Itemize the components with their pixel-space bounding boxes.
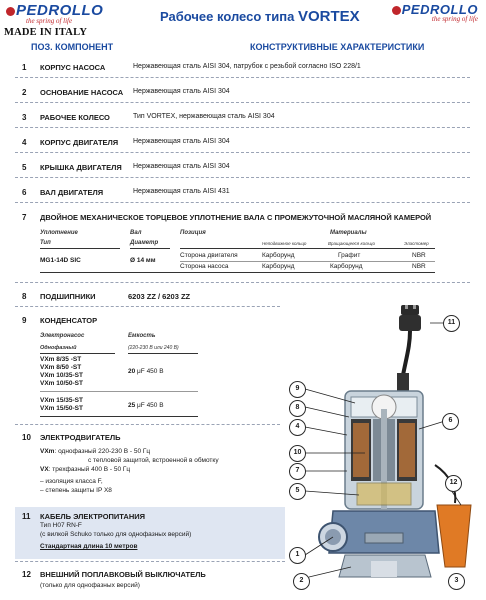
column-headings <box>0 42 486 56</box>
logo-ball-icon <box>392 6 401 15</box>
component-name: ЭЛЕКТРОДВИГАТЕЛЬ <box>40 433 121 442</box>
component-name: ВАЛ ДВИГАТЕЛЯ <box>40 188 104 197</box>
cap-value: 20 μF 450 В <box>128 368 164 375</box>
table-rule <box>40 272 435 273</box>
item-number: 9 <box>22 316 27 325</box>
brand-name: PEDROLLO <box>16 2 104 19</box>
suction-inlet <box>371 561 397 577</box>
seal-rotating: Карборунд <box>330 263 363 270</box>
seal-title: ДВОЙНОЕ МЕХАНИЧЕСКОЕ ТОРЦЕВОЕ УПЛОТНЕНИЕ ВАЛА С ПРОМЕЖУТОЧНОЙ МАСЛЯНОЙ КАМЕРОЙ <box>40 213 432 222</box>
seal-col-materials: Материалы <box>330 230 367 236</box>
row-divider <box>15 127 470 128</box>
callout-11: 11 <box>443 315 460 332</box>
oil-chamber <box>357 483 411 505</box>
item-number: 4 <box>22 138 27 147</box>
cable-standard-length: Стандартная длина 10 метров <box>40 543 138 550</box>
brand-tagline: the spring of life <box>26 17 73 25</box>
component-desc: Нержавеющая сталь AISI 431 <box>133 188 230 195</box>
cap-col-phase: Однофазный <box>40 345 77 351</box>
float-line: (только для однофазных версий) <box>40 582 140 589</box>
row-divider <box>15 202 470 203</box>
row-divider <box>15 306 280 307</box>
plug-pin <box>405 305 408 309</box>
callout-8: 8 <box>289 400 306 417</box>
cap-col-pump: Электронасос <box>40 333 85 339</box>
cap-value: 25 μF 450 В <box>128 402 164 409</box>
callout-6: 6 <box>442 413 459 430</box>
callout-2: 2 <box>293 573 310 590</box>
float-switch <box>437 505 471 567</box>
item-number: 3 <box>22 113 27 122</box>
winding-right <box>399 423 415 477</box>
seal-mat-elastomer: Эластомер <box>404 241 429 246</box>
motor-bullet: – степень защиты IP X8 <box>40 487 112 494</box>
cap-model: VXm 10/35-ST <box>40 372 83 379</box>
made-in-italy: MADE IN ITALY <box>4 27 88 38</box>
row-divider <box>15 177 470 178</box>
item-number: 12 <box>22 570 31 579</box>
item-number: 7 <box>22 213 27 222</box>
brand-tagline: the spring of life <box>431 15 478 23</box>
seal-diam-value: Ø 14 мм <box>130 257 156 264</box>
callout-5: 5 <box>289 483 306 500</box>
motor-line: VX: трехфазный 400 В - 50 Гц <box>40 466 131 473</box>
seal-mat-fixed: Неподвижное кольцо <box>262 241 307 246</box>
pump-illustration <box>285 305 475 600</box>
item-number: 5 <box>22 163 27 172</box>
component-name: ПОДШИПНИКИ <box>40 292 96 301</box>
table-rule <box>40 353 115 354</box>
component-desc: Нержавеющая сталь AISI 304 <box>133 88 230 95</box>
callout-12: 12 <box>445 475 462 492</box>
seal-elastomer: NBR <box>412 263 426 270</box>
item-number: 6 <box>22 188 27 197</box>
page-title: Рабочее колесо типа VORTEX <box>160 8 360 25</box>
cap-model: VXm 15/50-ST <box>40 405 83 412</box>
component-name: КАБЕЛЬ ЭЛЕКТРОПИТАНИЯ <box>40 512 146 521</box>
cable-line: Тип H07 RN-F <box>40 522 82 529</box>
logo-ball-icon <box>6 7 15 16</box>
cap-model: VXm 10/50-ST <box>40 380 83 387</box>
item-number: 10 <box>22 433 31 442</box>
seal-col-type: Тип <box>40 240 51 246</box>
row-divider <box>15 102 470 103</box>
winding-left <box>353 423 369 477</box>
table-rule <box>40 416 198 417</box>
table-rule <box>180 248 435 249</box>
component-desc: Нержавеющая сталь AISI 304, патрубок с резьбой согласно ISO 228/1 <box>133 63 361 70</box>
component-name: КОРПУС ДВИГАТЕЛЯ <box>40 138 119 147</box>
seal-elastomer: NBR <box>412 252 426 259</box>
component-desc: Нержавеющая сталь AISI 304 <box>133 138 230 145</box>
cap-model: VXm 8/35 -ST <box>40 356 82 363</box>
brand-name: PEDROLLO <box>401 2 478 17</box>
item-number: 11 <box>22 512 31 521</box>
table-rule <box>40 248 120 249</box>
callout-3: 3 <box>448 573 465 590</box>
component-desc: Тип VORTEX, нержавеющая сталь AISI 304 <box>133 113 275 120</box>
pump-cutaway-diagram <box>285 305 475 600</box>
table-rule <box>128 353 198 354</box>
component-name: КРЫШКА ДВИГАТЕЛЯ <box>40 163 122 172</box>
cap-col-capacity: Емкость <box>128 333 156 339</box>
motor-line: с тепловой защитой, встроенной в обмотку <box>88 457 219 464</box>
seal-col-diam: Диаметр <box>130 240 159 246</box>
bearings-value: 6203 ZZ / 6203 ZZ <box>128 292 191 301</box>
heading-component: ПОЗ. КОМПОНЕНТ <box>31 42 114 52</box>
cable-line: (с вилкой Schuko только для однофазных версий) <box>40 531 192 538</box>
row-divider <box>15 282 470 283</box>
seal-position: Сторона двигателя <box>180 252 238 259</box>
callout-7: 7 <box>289 463 306 480</box>
motor-line: VXm: однофазный 220-230 В - 50 Гц <box>40 448 151 455</box>
callout-9: 9 <box>289 381 306 398</box>
callout-1: 1 <box>289 547 306 564</box>
item-number: 1 <box>22 63 27 72</box>
item-number: 8 <box>22 292 27 301</box>
seal-col-seal: Уплотнение <box>40 230 78 236</box>
table-rule <box>180 261 435 262</box>
callout-10: 10 <box>289 445 306 462</box>
motor-bullet: – изоляция класса F, <box>40 478 103 485</box>
pedrollo-logo-left <box>6 2 103 25</box>
callout-4: 4 <box>289 419 306 436</box>
cap-model: VXm 8/50 -ST <box>40 364 82 371</box>
heading-characteristics: КОНСТРУКТИВНЫЕ ХАРАКТЕРИСТИКИ <box>250 42 425 52</box>
row-divider <box>15 152 470 153</box>
plug-pin <box>413 305 416 309</box>
table-rule <box>40 391 198 392</box>
component-desc: Нержавеющая сталь AISI 304 <box>133 163 230 170</box>
component-name: КОНДЕНСАТОР <box>40 316 98 325</box>
power-cable <box>403 331 410 375</box>
pedrollo-logo-right <box>392 2 478 23</box>
row-divider <box>15 424 280 425</box>
seal-position: Сторона насоса <box>180 263 229 270</box>
component-name: КОРПУС НАСОСА <box>40 63 106 72</box>
seal-fixed: Карборунд <box>262 263 295 270</box>
cap-col-voltage: (220-230 В или 240 В) <box>128 345 179 351</box>
seal-col-position: Позиция <box>180 230 206 236</box>
seal-col-shaft: Вал <box>130 230 142 236</box>
page-header <box>0 0 486 40</box>
seal-rotating: Графит <box>338 252 361 259</box>
row-divider <box>15 77 470 78</box>
seal-type-value: MG1-14D SIC <box>40 257 81 264</box>
row-divider <box>15 561 285 562</box>
seal-mat-rotating: Вращающееся кольцо <box>328 241 375 246</box>
seal-fixed: Карборунд <box>262 252 295 259</box>
plug-head <box>401 305 419 315</box>
table-rule <box>130 248 170 249</box>
item-number: 2 <box>22 88 27 97</box>
cap-model: VXm 15/35-ST <box>40 397 83 404</box>
component-name: РАБОЧЕЕ КОЛЕСО <box>40 113 110 122</box>
cable-gland <box>397 373 409 391</box>
plug-body <box>399 315 421 331</box>
component-name: ВНЕШНИЙ ПОПЛАВКОВЫЙ ВЫКЛЮЧАТЕЛЬ <box>40 570 206 579</box>
component-name: ОСНОВАНИЕ НАСОСА <box>40 88 124 97</box>
impeller <box>365 533 403 543</box>
